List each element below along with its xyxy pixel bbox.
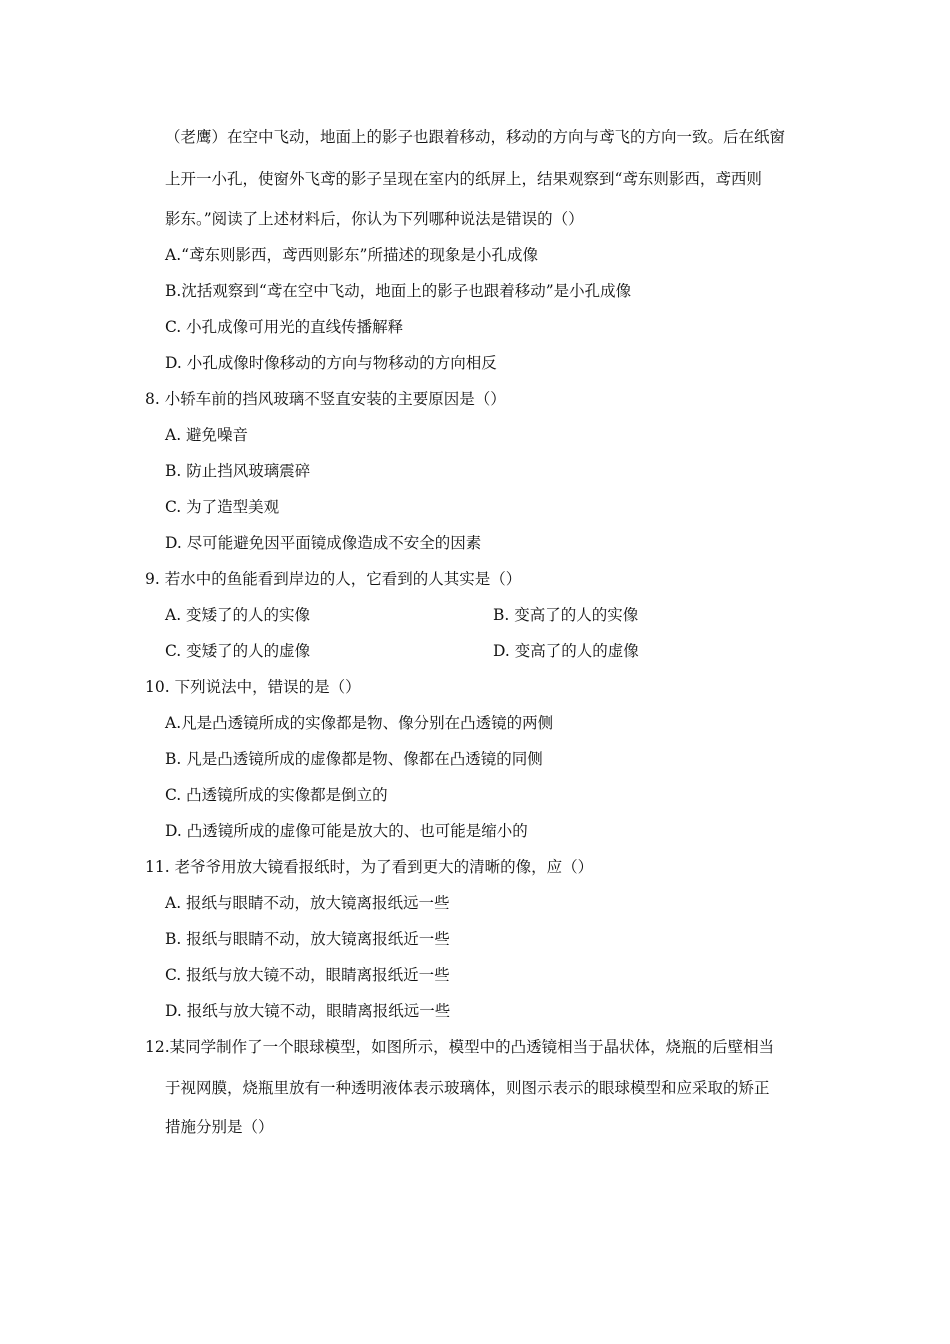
q12-text-line-3: 措施分别是（） (165, 1118, 274, 1136)
q9-option-d: D. 变高了的人的虚像 (493, 642, 639, 660)
q12-text-line-2: 于视网膜，烧瓶里放有一种透明液体表示玻璃体，则图示表示的眼球模型和应采取的矫正 (165, 1079, 770, 1097)
q9-stem: 9. 若水中的鱼能看到岸边的人，它看到的人其实是（） (145, 570, 522, 588)
q9-option-c: C. 变矮了的人的虚像 (165, 642, 311, 660)
q10-option-c: C. 凸透镜所成的实像都是倒立的 (165, 786, 388, 804)
q7-option-c: C. 小孔成像可用光的直线传播解释 (165, 318, 404, 336)
q8-stem: 8. 小轿车前的挡风玻璃不竖直安装的主要原因是（） (145, 390, 506, 408)
q11-option-a: A. 报纸与眼睛不动，放大镜离报纸远一些 (165, 894, 450, 912)
q8-option-b: B. 防止挡风玻璃震碎 (165, 462, 311, 480)
q10-option-b: B. 凡是凸透镜所成的虚像都是物、像都在凸透镜的同侧 (165, 750, 543, 768)
q8-option-c: C. 为了造型美观 (165, 498, 280, 516)
q7-option-a: A.“鸢东则影西，鸢西则影东”所描述的现象是小孔成像 (165, 246, 538, 264)
q7-option-b: B.沈括观察到“鸢在空中飞动，地面上的影子也跟着移动”是小孔成像 (165, 282, 632, 300)
q9-option-b: B. 变高了的人的实像 (493, 606, 639, 624)
q10-option-d: D. 凸透镜所成的虚像可能是放大的、也可能是缩小的 (165, 822, 528, 840)
q9-option-a: A. 变矮了的人的实像 (165, 606, 311, 624)
q7-option-d: D. 小孔成像时像移动的方向与物移动的方向相反 (165, 354, 497, 372)
q8-option-a: A. 避免噪音 (165, 426, 249, 444)
q11-option-d: D. 报纸与放大镜不动，眼睛离报纸远一些 (165, 1002, 451, 1020)
q8-option-d: D. 尽可能避免因平面镜成像造成不安全的因素 (165, 534, 482, 552)
q12-text-line-1: 12.某同学制作了一个眼球模型，如图所示，模型中的凸透镜相当于晶状体，烧瓶的后壁相当 (145, 1038, 775, 1056)
q11-option-b: B. 报纸与眼睛不动，放大镜离报纸近一些 (165, 930, 450, 948)
q11-option-c: C. 报纸与放大镜不动，眼睛离报纸近一些 (165, 966, 450, 984)
q10-stem: 10. 下列说法中，错误的是（） (145, 678, 361, 696)
q7-text-line-2: 上开一小孔，使窗外飞鸢的影子呈现在室内的纸屏上，结果观察到“鸢东则影西，鸢西则 (165, 170, 762, 188)
q7-text-line-3: 影东。”阅读了上述材料后，你认为下列哪种说法是错误的（） (165, 210, 584, 228)
q7-text-line-1: （老鹰）在空中飞动，地面上的影子也跟着移动，移动的方向与鸢飞的方向一致。后在纸窗 (165, 128, 786, 146)
q11-stem: 11. 老爷爷用放大镜看报纸时，为了看到更大的清晰的像，应（） (145, 858, 594, 876)
q10-option-a: A.凡是凸透镜所成的实像都是物、像分别在凸透镜的两侧 (165, 714, 554, 732)
